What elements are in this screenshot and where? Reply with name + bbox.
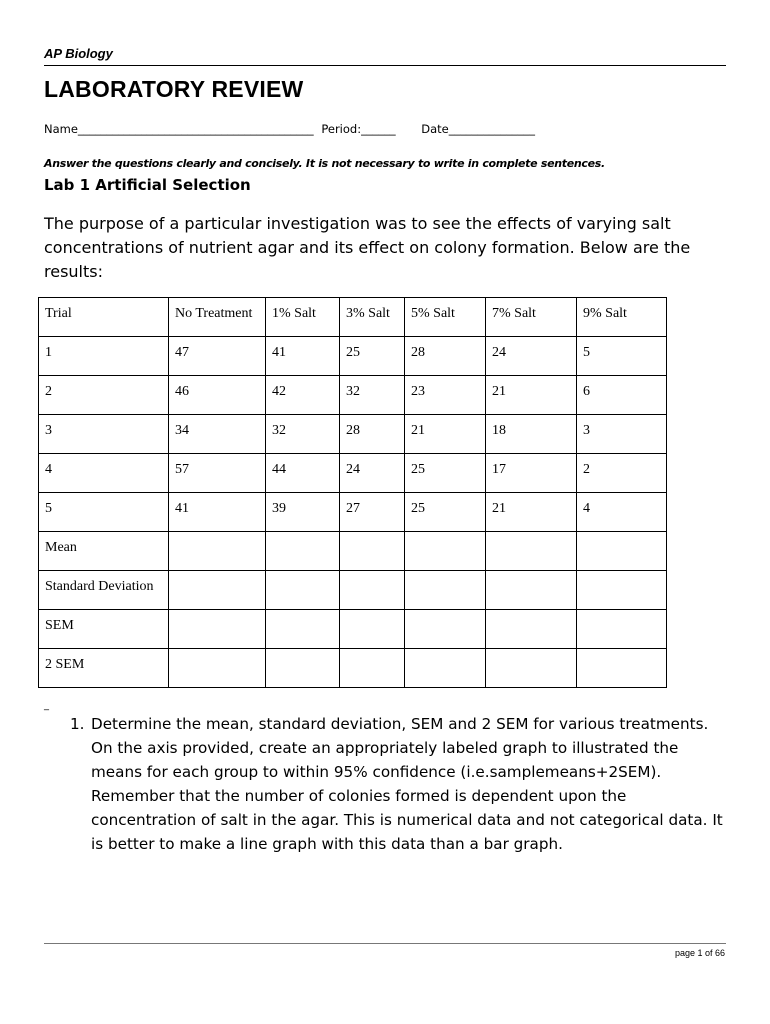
table-header-cell: 7% Salt — [486, 298, 577, 337]
table-cell: 18 — [486, 415, 577, 454]
row-label-cell: 3 — [39, 415, 169, 454]
table-cell: 6 — [577, 376, 667, 415]
table-cell[interactable] — [340, 649, 405, 688]
table-cell: 41 — [266, 337, 340, 376]
table-cell[interactable] — [169, 532, 266, 571]
date-field[interactable]: Date_______________ — [421, 122, 535, 136]
period-field[interactable]: Period:______ — [321, 122, 396, 136]
table-cell: 25 — [405, 454, 486, 493]
table-header-cell: 5% Salt — [405, 298, 486, 337]
table-cell: 32 — [266, 415, 340, 454]
table-header-cell: 3% Salt — [340, 298, 405, 337]
question-number: 1. — [70, 715, 85, 733]
table-cell: 32 — [340, 376, 405, 415]
table-cell[interactable] — [169, 610, 266, 649]
table-row — [39, 649, 667, 688]
table-cell: 28 — [405, 337, 486, 376]
table-cell: 3 — [577, 415, 667, 454]
page-title: LABORATORY REVIEW — [44, 76, 304, 102]
table-cell: 41 — [169, 493, 266, 532]
row-label-cell: 5 — [39, 493, 169, 532]
table-cell: 21 — [405, 415, 486, 454]
intro-paragraph: The purpose of a particular investigation was to see the effects of varying salt concentrations of nutrient agar and its effect on colony formation. Below are the results: — [44, 214, 691, 281]
table-cell[interactable] — [486, 649, 577, 688]
row-label-cell: Mean — [39, 532, 169, 571]
table-cell[interactable] — [486, 532, 577, 571]
footer-divider — [44, 943, 726, 944]
table-row — [39, 493, 667, 532]
row-label-cell: 4 — [39, 454, 169, 493]
table-cell[interactable] — [486, 571, 577, 610]
table-cell: 27 — [340, 493, 405, 532]
table-cell[interactable] — [340, 610, 405, 649]
table-row — [39, 571, 667, 610]
table-cell[interactable] — [340, 532, 405, 571]
row-label-cell: 1 — [39, 337, 169, 376]
student-info-fields — [44, 122, 726, 136]
table-header-cell: 1% Salt — [266, 298, 340, 337]
results-table-body — [39, 298, 667, 688]
table-cell[interactable] — [577, 571, 667, 610]
table-cell: 17 — [486, 454, 577, 493]
row-label-cell: Standard Deviation — [39, 571, 169, 610]
table-cell[interactable] — [169, 571, 266, 610]
table-cell: 4 — [577, 493, 667, 532]
table-cell[interactable] — [405, 571, 486, 610]
table-cell[interactable] — [340, 571, 405, 610]
name-field[interactable]: Name_________________________________________ — [44, 122, 314, 136]
table-row — [39, 610, 667, 649]
row-label-cell: SEM — [39, 610, 169, 649]
table-cell: 21 — [486, 376, 577, 415]
header-divider — [44, 65, 726, 66]
table-cell[interactable] — [266, 571, 340, 610]
table-cell[interactable] — [577, 610, 667, 649]
table-cell: 24 — [486, 337, 577, 376]
question-text: Determine the mean, standard deviation, SEM and 2 SEM for various treatments. On the axis provided, create an appropriately labeled graph to illustrated the means for each group to within 95% confidence (i.e.samplemeans+2SEM). Remember that the number of colonies formed is dependent upon the concentration of salt in the agar. This is numerical data and not categorical data. It is better to make a line graph with this data than a bar graph. — [91, 715, 723, 853]
table-cell: 47 — [169, 337, 266, 376]
table-cell[interactable] — [266, 532, 340, 571]
table-cell: 34 — [169, 415, 266, 454]
table-cell: 39 — [266, 493, 340, 532]
table-cell: 25 — [405, 493, 486, 532]
instructions: Answer the questions clearly and concisely. It is not necessary to write in complete sentences. — [44, 157, 605, 170]
table-cell: 46 — [169, 376, 266, 415]
table-row — [39, 376, 667, 415]
table-header-row — [39, 298, 667, 337]
stray-mark: _ — [44, 700, 49, 711]
course-label: AP Biology — [44, 46, 113, 61]
table-row — [39, 532, 667, 571]
table-header-cell: 9% Salt — [577, 298, 667, 337]
table-cell: 25 — [340, 337, 405, 376]
table-cell[interactable] — [577, 649, 667, 688]
table-cell[interactable] — [266, 649, 340, 688]
results-table — [38, 297, 667, 688]
table-row — [39, 415, 667, 454]
row-label-cell: 2 SEM — [39, 649, 169, 688]
table-header-cell: No Treatment — [169, 298, 266, 337]
row-label-cell: 2 — [39, 376, 169, 415]
table-cell: 28 — [340, 415, 405, 454]
table-cell: 2 — [577, 454, 667, 493]
table-row — [39, 454, 667, 493]
table-cell: 23 — [405, 376, 486, 415]
table-row — [39, 337, 667, 376]
table-cell[interactable] — [486, 610, 577, 649]
lab-heading: Lab 1 Artificial Selection — [44, 176, 251, 194]
table-cell[interactable] — [405, 532, 486, 571]
table-cell[interactable] — [405, 610, 486, 649]
table-cell: 21 — [486, 493, 577, 532]
table-cell: 5 — [577, 337, 667, 376]
table-cell: 42 — [266, 376, 340, 415]
table-cell[interactable] — [169, 649, 266, 688]
question-1 — [70, 712, 730, 856]
page-number: page 1 of 66 — [674, 948, 725, 958]
table-cell[interactable] — [577, 532, 667, 571]
table-cell: 57 — [169, 454, 266, 493]
table-cell: 24 — [340, 454, 405, 493]
table-cell[interactable] — [266, 610, 340, 649]
table-cell[interactable] — [405, 649, 486, 688]
table-cell: 44 — [266, 454, 340, 493]
table-header-cell: Trial — [39, 298, 169, 337]
